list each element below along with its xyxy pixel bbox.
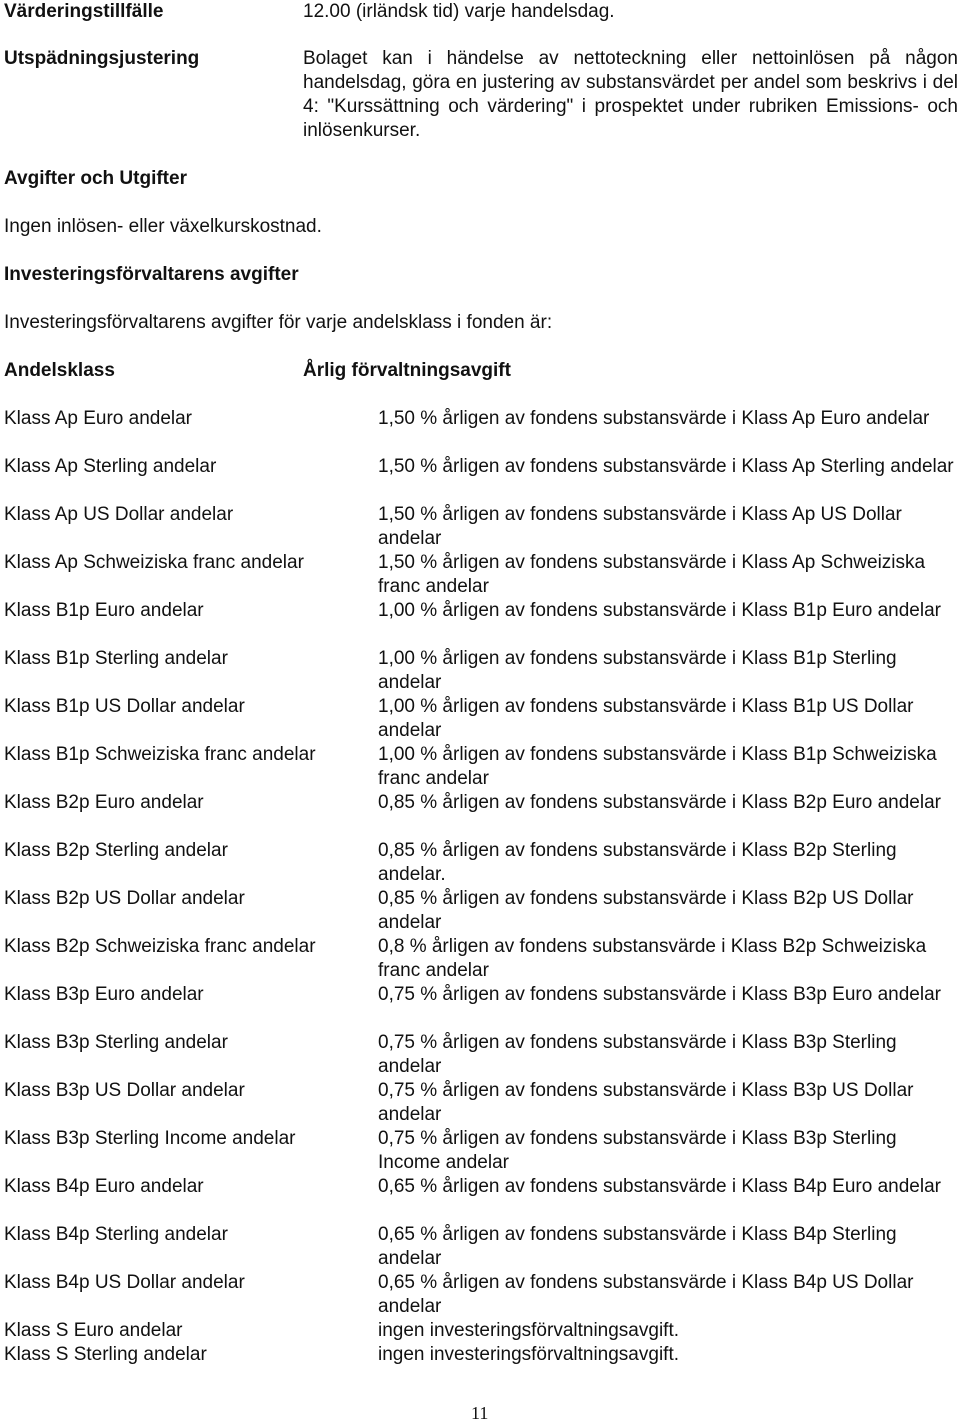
fees-heading: Avgifter och Utgifter xyxy=(4,168,187,189)
fee-cell: 0,75 % årligen av fondens substansvärde i Klass B3p Sterling andelar xyxy=(378,1032,897,1077)
table-row xyxy=(4,1343,956,1391)
fee-cell: 1,50 % årligen av fondens substansvärde i Klass Ap US Dollar andelar xyxy=(378,504,902,549)
table-row xyxy=(4,599,956,647)
share-class-cell: Klass B3p Sterling Income andelar xyxy=(4,1128,296,1149)
share-class-cell: Klass B2p Sterling andelar xyxy=(4,840,228,861)
table-row xyxy=(4,1271,956,1319)
dilution-text: Bolaget kan i händelse av nettoteckning eller nettoinlösen på någon handelsdag, göra en justering av substansvärdet per andel som beskrivs i del 4: "Kurssättning och värdering" i prospektet under rubriken Emissions- och inlösenkurser. xyxy=(303,48,958,141)
fee-cell: ingen investeringsförvaltningsavgift. xyxy=(378,1320,680,1341)
table-row xyxy=(4,935,956,983)
fee-cell: 1,00 % årligen av fondens substansvärde i Klass B1p Schweiziska franc andelar xyxy=(378,744,937,789)
fee-cell: 0,75 % årligen av fondens substansvärde i Klass B3p Sterling Income andelar xyxy=(378,1128,897,1173)
fee-cell: 0,85 % årligen av fondens substansvärde i Klass B2p Euro andelar xyxy=(378,792,941,813)
fee-cell: 0,85 % årligen av fondens substansvärde i Klass B2p US Dollar andelar xyxy=(378,888,914,933)
share-class-cell: Klass B2p US Dollar andelar xyxy=(4,888,245,909)
share-class-cell: Klass B4p Euro andelar xyxy=(4,1176,204,1197)
fee-cell: 1,50 % årligen av fondens substansvärde i Klass Ap Sterling andelar xyxy=(378,456,954,477)
share-class-cell: Klass B1p Euro andelar xyxy=(4,600,204,621)
column-header-fee: Årlig förvaltningsavgift xyxy=(303,360,511,381)
manager-fees-intro: Investeringsförvaltarens avgifter för varje andelsklass i fonden är: xyxy=(4,312,553,333)
share-class-cell: Klass B3p Sterling andelar xyxy=(4,1032,228,1053)
dilution-label: Utspädningsjustering xyxy=(4,48,200,69)
share-class-cell: Klass B1p US Dollar andelar xyxy=(4,696,245,717)
table-row xyxy=(4,1175,956,1223)
fee-cell: 1,50 % årligen av fondens substansvärde i Klass Ap Euro andelar xyxy=(378,408,930,429)
valuation-label: Värderingstillfälle xyxy=(4,1,164,22)
table-row xyxy=(4,455,956,503)
fee-cell: ingen investeringsförvaltningsavgift. xyxy=(378,1344,680,1365)
table-row xyxy=(4,1127,956,1175)
table-row xyxy=(4,503,956,551)
fee-cell: 0,75 % årligen av fondens substansvärde i Klass B3p Euro andelar xyxy=(378,984,941,1005)
fee-cell: 1,00 % årligen av fondens substansvärde i Klass B1p US Dollar andelar xyxy=(378,696,914,741)
fee-cell: 1,50 % årligen av fondens substansvärde i Klass Ap Schweiziska franc andelar xyxy=(378,552,926,597)
table-row xyxy=(4,647,956,695)
share-class-cell: Klass B3p US Dollar andelar xyxy=(4,1080,245,1101)
fee-cell: 0,65 % årligen av fondens substansvärde i Klass B4p US Dollar andelar xyxy=(378,1272,914,1317)
share-class-cell: Klass B3p Euro andelar xyxy=(4,984,204,1005)
share-class-cell: Klass S Sterling andelar xyxy=(4,1344,207,1365)
table-row xyxy=(4,551,956,599)
table-row xyxy=(4,791,956,839)
table-row xyxy=(4,1079,956,1127)
fee-cell: 0,65 % årligen av fondens substansvärde i Klass B4p Sterling andelar xyxy=(378,1224,897,1269)
table-row xyxy=(4,839,956,887)
fee-cell: 0,65 % årligen av fondens substansvärde i Klass B4p Euro andelar xyxy=(378,1176,941,1197)
fee-cell: 0,85 % årligen av fondens substansvärde i Klass B2p Sterling andelar. xyxy=(378,840,897,885)
column-header-class: Andelsklass xyxy=(4,360,115,381)
table-row xyxy=(4,407,956,455)
table-row xyxy=(4,695,956,743)
share-class-cell: Klass Ap Sterling andelar xyxy=(4,456,217,477)
share-class-cell: Klass Ap Euro andelar xyxy=(4,408,193,429)
table-row xyxy=(4,1223,956,1271)
share-class-cell: Klass B2p Schweiziska franc andelar xyxy=(4,936,316,957)
share-class-cell: Klass B1p Sterling andelar xyxy=(4,648,228,669)
fee-cell: 0,75 % årligen av fondens substansvärde i Klass B3p US Dollar andelar xyxy=(378,1080,914,1125)
share-class-cell: Klass B4p US Dollar andelar xyxy=(4,1272,245,1293)
fee-cell: 0,8 % årligen av fondens substansvärde i Klass B2p Schweiziska franc andelar xyxy=(378,936,927,981)
share-class-cell: Klass B2p Euro andelar xyxy=(4,792,204,813)
fees-text: Ingen inlösen- eller växelkurskostnad. xyxy=(4,216,322,237)
page-number: 11 xyxy=(471,1403,489,1423)
share-class-cell: Klass B4p Sterling andelar xyxy=(4,1224,228,1245)
manager-fees-heading: Investeringsförvaltarens avgifter xyxy=(4,264,299,285)
table-row xyxy=(4,743,956,791)
valuation-text: 12.00 (irländsk tid) varje handelsdag. xyxy=(303,1,615,22)
table-row xyxy=(4,983,956,1031)
share-class-cell: Klass Ap US Dollar andelar xyxy=(4,504,234,525)
fee-cell: 1,00 % årligen av fondens substansvärde i Klass B1p Euro andelar xyxy=(378,600,941,621)
share-class-cell: Klass Ap Schweiziska franc andelar xyxy=(4,552,304,573)
table-row xyxy=(4,887,956,935)
share-class-cell: Klass B1p Schweiziska franc andelar xyxy=(4,744,316,765)
fee-cell: 1,00 % årligen av fondens substansvärde i Klass B1p Sterling andelar xyxy=(378,648,897,693)
share-class-cell: Klass S Euro andelar xyxy=(4,1320,183,1341)
table-row xyxy=(4,1031,956,1079)
